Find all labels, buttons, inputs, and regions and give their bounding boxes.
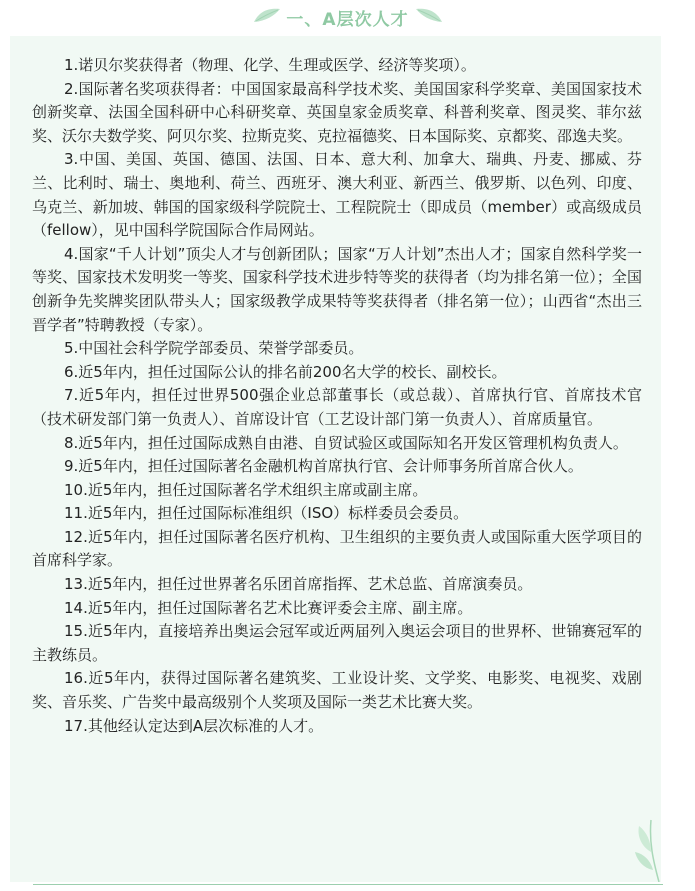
leaf-icon — [414, 6, 444, 24]
list-item: 4.国家“千人计划”顶尖人才与创新团队；国家“万人计划”杰出人才；国家自然科学奖一等奖、国家技术发明奖一等奖、国家科学技术进步特等奖的获得者（均为排名第一位）；全国创新争先奖牌奖团队带头人；国家级教学成果特等奖获得者（排名第一位）；山西省“杰出三晋学者”特聘教授（专家）。 — [32, 244, 642, 334]
list-item: 7.近5年内，担任过世界500强企业总部董事长（或总裁）、首席执行官、首席技术官（技术研发部门第一负责人）、首席设计官（工艺设计部门第一负责人）、首席质量官。 — [32, 386, 642, 428]
criteria-list — [32, 54, 642, 738]
leaf-icon — [601, 812, 661, 882]
list-item: 10.近5年内，担任过国际著名学术组织主席或副主席。 — [64, 480, 428, 499]
list-item: 9.近5年内，担任过国际著名金融机构首席执行官、会计师事务所首席合伙人。 — [64, 457, 583, 476]
list-item: 13.近5年内，担任过世界著名乐团首席指挥、艺术总监、首席演奏员。 — [64, 575, 533, 594]
list-item: 5.中国社会科学院学部委员、荣誉学部委员。 — [64, 339, 364, 358]
list-item: 8.近5年内，担任过国际成熟自由港、自贸试验区或国际知名开发区管理机构负责人。 — [64, 433, 628, 452]
list-item: 12.近5年内，担任过国际著名医疗机构、卫生组织的主要负责人或国际重大医学项目的首席科学家。 — [32, 527, 642, 570]
list-item: 6.近5年内，担任过国际公认的排名前200名大学的校长、副校长。 — [64, 362, 507, 381]
section-header — [0, 0, 695, 34]
list-item: 2.国际著名奖项获得者：中国国家最高科学技术奖、美国国家科学奖章、美国国家技术创新奖章、法国全国科研中心科研奖章、英国皇家金质奖章、科普利奖章、图灵奖、菲尔兹奖、沃尔夫数学奖、阿贝尔奖、拉斯克奖、克拉福德奖、日本国际奖、京都奖、邵逸夫奖。 — [32, 79, 642, 145]
section-title: 一、A层次人才 — [286, 10, 409, 30]
list-item: 1.诺贝尔奖获得者（物理、化学、生理或医学、经济等奖项）。 — [64, 56, 476, 74]
list-item: 17.其他经认定达到A层次标准的人才。 — [64, 716, 324, 735]
content-panel — [10, 36, 661, 882]
list-item: 3.中国、美国、英国、德国、法国、日本、意大利、加拿大、瑞典、丹麦、挪威、芬兰、比利时、瑞士、奥地利、荷兰、西班牙、澳大利亚、新西兰、俄罗斯、以色列、印度、乌克兰、新加坡、韩国的国家级科学院院士、工程院院士（即成员（member）或高级成员（fellow），见中国科学院国际合作局网站。 — [32, 150, 642, 240]
list-item: 16.近5年内，获得过国际著名建筑奖、工业设计奖、文学奖、电影奖、电视奖、戏剧奖、音乐奖、广告奖中最高级别个人奖项及国际一类艺术比赛大奖。 — [32, 669, 642, 712]
list-item: 15.近5年内，直接培养出奥运会冠军或近两届列入奥运会项目的世界杯、世锦赛冠军的主教练员。 — [32, 622, 642, 664]
list-item: 11.近5年内，担任过国际标准组织（ISO）标样委员会委员。 — [64, 504, 469, 523]
footer-divider — [33, 884, 663, 885]
list-item: 14.近5年内，担任过国际著名艺术比赛评委会主席、副主席。 — [64, 598, 473, 617]
